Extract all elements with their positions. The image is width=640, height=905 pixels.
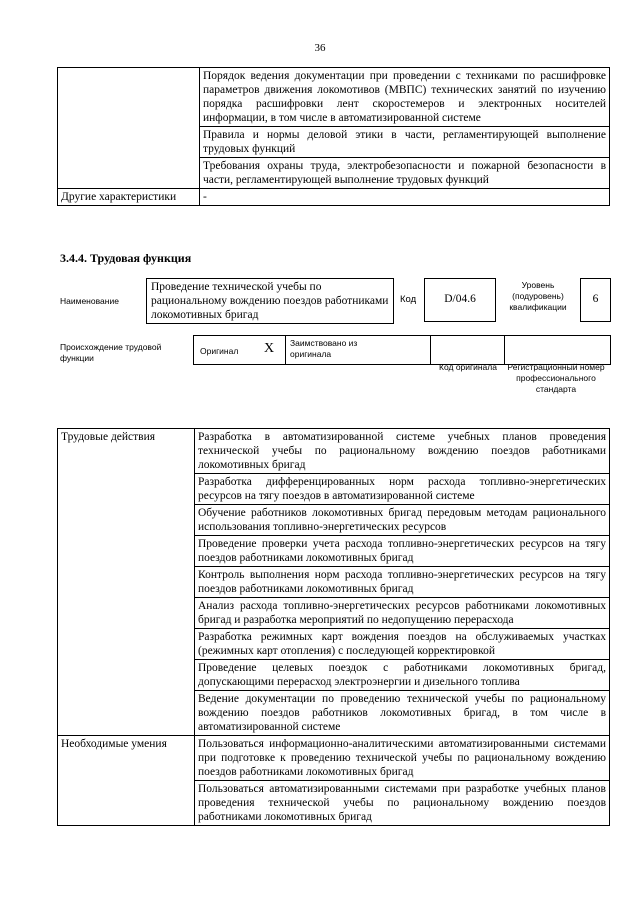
reg-number-box (504, 335, 611, 365)
original-box (193, 335, 286, 365)
original-label: Оригинал (200, 346, 239, 356)
table-row (58, 189, 610, 206)
table-cell: Пользоваться автоматизированными системами при разработке учебных планов проведения технической учебы по рациональному вождению поездов работниками локомотивных бригад (195, 781, 610, 826)
labor-function-table (57, 428, 610, 826)
level-box (580, 278, 611, 322)
section-heading: 3.4.4. Трудовая функция (60, 251, 192, 265)
table-cell: Требования охраны труда, электробезопасности и пожарной безопасности в части, регламентирующей выполнение трудовых функций (200, 158, 610, 189)
code-value: D/04.6 (444, 293, 476, 305)
function-name-box (146, 278, 394, 324)
table-cell: Контроль выполнения норм расхода топливно-энергетических ресурсов на тягу поездов работниками локомотивных бригад (195, 567, 610, 598)
row-label: Другие характеристики (58, 189, 200, 206)
code-box (424, 278, 496, 322)
code-label: Код (400, 294, 417, 305)
row-label: Необходимые умения (58, 736, 195, 826)
table-cell: Проведение целевых поездок с работниками локомотивных бригад, допускающими перерасход электроэнергии и дизельного топлива (195, 660, 610, 691)
name-label: Наименование (60, 296, 119, 306)
borrowed-label: Заимствовано из оригинала (290, 338, 358, 359)
table-cell: Порядок ведения документации при проведении с техниками по расшифровке параметров движения локомотивов (МВПС) технических занятий по изучению порядка расшифровки лент скоростемеров и электронных носителей информации, в том числе в автоматизированной системе (200, 68, 610, 127)
table-cell: Правила и нормы деловой этики в части, регламентирующей выполнение трудовых функций (200, 127, 610, 158)
table-cell: Разработка режимных карт вождения поездов на обслуживаемых участках (режимных карт отопления) с последующей корректировкой (195, 629, 610, 660)
table-row (58, 429, 610, 474)
table-row (58, 68, 610, 127)
table-cell: Обучение работников локомотивных бригад передовым методам рационального использования топливно-энергетических ресурсов (195, 505, 610, 536)
table-cell: Пользоваться информационно-аналитическими автоматизированными системами при подготовке к проведению технической учебы по рациональному вождению поездов работниками локомотивных бригад (195, 736, 610, 781)
code-original-caption: Код оригинала (439, 362, 497, 372)
table-cell: Проведение проверки учета расхода топливно-энергетических ресурсов на тягу поездов работниками локомотивных бригад (195, 536, 610, 567)
borrowed-box (285, 335, 431, 365)
page-number: 36 (314, 42, 326, 54)
table-cell: Анализ расхода топливно-энергетических ресурсов работниками локомотивных бригад и разработка мероприятий по недопущению перерасхода (195, 598, 610, 629)
code-original-box (430, 335, 505, 365)
function-name: Проведение технической учебы по рациональному вождению поездов работниками локомотивных бригад (151, 281, 389, 321)
table-cell: Ведение документации по проведению технической учебы по рациональному вождению поездов работников локомотивных бригад, в том числе в автоматизированной системе (195, 691, 610, 736)
table-cell: Разработка в автоматизированной системе учебных планов проведения технической учебы по рациональному вождению поездов работниками локомотивных бригад (195, 429, 610, 474)
row-label (58, 68, 200, 189)
origin-label: Происхождение трудовой функции (60, 342, 162, 363)
table-cell: - (200, 189, 610, 206)
original-mark: X (264, 341, 275, 356)
level-label: Уровень (подуровень) квалификации (509, 280, 567, 312)
reg-number-caption: Регистрационный номер профессионального стандарта (507, 362, 605, 394)
level-value: 6 (592, 293, 599, 305)
knowledge-table-continuation (57, 67, 610, 206)
row-label: Трудовые действия (58, 429, 195, 736)
table-row (58, 736, 610, 781)
table-cell: Разработка дифференцированных норм расхода топливно-энергетических ресурсов на тягу поездов в автоматизированной системе (195, 474, 610, 505)
